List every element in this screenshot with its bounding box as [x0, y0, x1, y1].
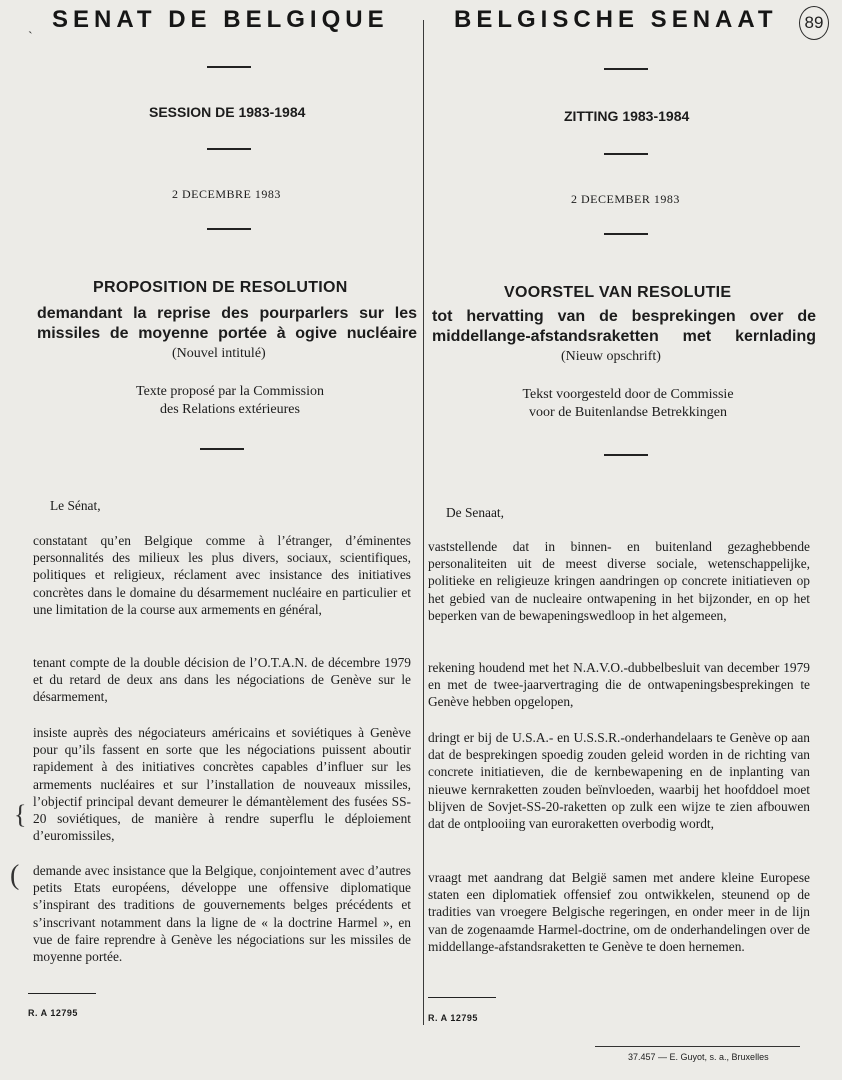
- session-fr: SESSION DE 1983-1984: [149, 104, 306, 120]
- paragraph-nl-1: vaststellende dat in binnen- en buitenland gezaghebbende personaliteiten uit de meest diverse sociale, wetenschappelijke, politieke en religieuze kringen aandringen op concrete initiatieven op het gebied van de nucleaire ontwapening in het bijzonder, en op het beperken van de bewapeningswedloop in het algemeen,: [428, 539, 810, 623]
- date-fr: 2 DECEMBRE 1983: [172, 187, 281, 201]
- doc-type-nl: VOORSTEL VAN RESOLUTIE: [504, 284, 732, 301]
- rule: [604, 233, 648, 235]
- rule: [207, 148, 251, 150]
- paragraph-fr-2: tenant compte de la double décision de l’O.T.A.N. de décembre 1979 et du retard de deux ans dans les négociations de Genève sur le désarmement,: [33, 655, 411, 705]
- subtitle-fr: demandant la reprise des pourparlers sur les missiles de moyenne portée à ogive nucléaire: [37, 305, 417, 342]
- column-divider: [423, 20, 424, 1025]
- margin-bracket-icon: {: [14, 800, 27, 829]
- proposed-by-line: Texte proposé par la Commission: [136, 384, 324, 399]
- subtitle-nl: tot hervatting van de besprekingen over de middellange-afstandsraketten met kernlading: [432, 308, 816, 345]
- paragraph-nl-2: rekening houdend met het N.A.V.O.-dubbelbesluit van december 1979 en met de twee-jaarvertraging die de ontwapeningsbesprekingen te Genève hebben opgelopen,: [428, 660, 810, 710]
- dutch-column: [428, 0, 842, 1080]
- proposed-by-line: voor de Buitenlandse Betrekkingen: [529, 405, 727, 420]
- rule: [604, 454, 648, 456]
- paragraph-fr-1: constatant qu’en Belgique comme à l’étranger, d’éminentes personnalités des milieux les plus divers, sociaux, scientifiques, politiques et religieux, réclament avec insistance des initiatives concrètes dans le domaine du désarmement nucléaire en particulier et une limitation de la course aux armements en général,: [33, 533, 411, 617]
- rule: [428, 997, 496, 998]
- rule: [595, 1046, 800, 1047]
- paragraph-fr-3: insiste auprès des négociateurs américains et soviétiques à Genève pour qu’ils fassent en sorte que les négociations puissent aboutir rapidement à des initiatives concrètes capables d’influer sur les armements nucléaires et sur l’installation de nouveaux missiles, l’objectif principal devant demeurer le démantèlement des fusées SS-20 soviétiques, de manière à rendre superflu le déploiement d’euromissiles,: [33, 725, 411, 844]
- rule: [604, 68, 648, 70]
- printer-imprint: 37.457 — E. Guyot, s. a., Bruxelles: [628, 1052, 769, 1062]
- reference-nl: R. A 12795: [428, 1013, 478, 1023]
- french-column: [0, 0, 420, 1080]
- senate-header-nl: BELGISCHE SENAAT: [454, 6, 778, 33]
- date-nl: 2 DECEMBER 1983: [571, 192, 680, 206]
- salutation-fr: Le Sénat,: [50, 498, 101, 513]
- paragraph-nl-4: vraagt met aandrang dat België samen met andere kleine Europese staten een diplomatiek offensief zou ontwikkelen, steunend op de tradities van vroegere Belgische regeringen, en onder meer in de lijn van de zogenaamde Harmel-doctrine, om de onderhandelingen over de middellange-afstandsraketten te Genève te doen hernemen.: [428, 870, 810, 954]
- session-nl: ZITTING 1983-1984: [564, 108, 690, 124]
- proposed-by-nl: [448, 386, 808, 422]
- paragraph-nl-3: dringt er bij de U.S.A.- en U.S.S.R.-onderhandelaars te Genève op aan dat de besprekingen spoedig zouden geleid worden in de richting van concrete initiatieven, die de kernbewapening en de inplanting van nieuwe kernraketten zouden beïnvloeden, waarbij het hoofddoel moet blijven de Sovjet-SS-20-raketten op zulk een wijze te zien afbouwen dat de ontplooiing van euroraketten overbodig wordt,: [428, 730, 810, 832]
- page-number: 89: [799, 6, 829, 40]
- salutation-nl: De Senaat,: [446, 505, 505, 520]
- margin-bracket-icon: (: [10, 860, 20, 891]
- rule: [604, 153, 648, 155]
- rule: [207, 228, 251, 230]
- new-title-note-fr: (Nouvel intitulé): [172, 346, 266, 361]
- doc-type-fr: PROPOSITION DE RESOLUTION: [93, 279, 348, 296]
- rule: [207, 66, 251, 68]
- senate-header-fr: SENAT DE BELGIQUE: [52, 6, 389, 33]
- rule: [200, 448, 244, 450]
- proposed-by-line: Tekst voorgesteld door de Commissie: [522, 387, 734, 402]
- proposed-by-line: des Relations extérieures: [160, 402, 300, 417]
- new-title-note-nl: (Nieuw opschrift): [561, 349, 661, 364]
- corner-mark-icon: ˋ: [28, 30, 33, 45]
- rule: [28, 993, 96, 994]
- reference-fr: R. A 12795: [28, 1008, 78, 1018]
- proposed-by-fr: [50, 383, 410, 419]
- paragraph-fr-4: demande avec insistance que la Belgique, conjointement avec d’autres petits Etats européens, développe une offensive diplomatique s’inspirant des traditions de gouvernements belges précédents et s’inscrivant notamment dans la ligne de « la doctrine Harmel », en vue de faire reprendre à Genève les négociations sur les missiles de moyenne portée.: [33, 863, 411, 965]
